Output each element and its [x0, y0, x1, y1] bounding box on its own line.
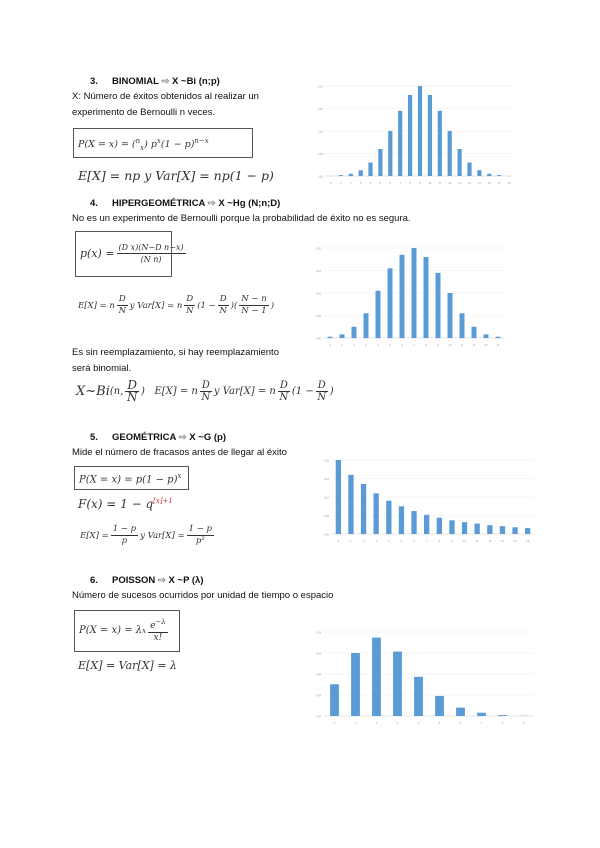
chart-bar — [351, 653, 360, 716]
chart-bar — [498, 715, 507, 716]
chart-bar — [336, 460, 341, 534]
x-tick-label: 4 — [369, 182, 372, 185]
chart-bar — [437, 518, 442, 534]
chart-bar — [487, 525, 492, 534]
x-tick-label: 12 — [488, 540, 492, 543]
chart-bar — [477, 713, 486, 716]
chart-bar — [339, 175, 343, 176]
x-tick-label: 6 — [413, 540, 415, 543]
x-tick-label: 8 — [438, 540, 441, 543]
x-tick-label: 11 — [475, 540, 479, 543]
geometrica-chart — [318, 456, 540, 546]
x-tick-label: 2 — [362, 540, 365, 543]
chart-bar — [328, 337, 333, 338]
x-tick-label: 1 — [340, 182, 342, 185]
chart-bar — [460, 313, 465, 338]
y-tick-label: 0.10 — [317, 130, 323, 134]
x-tick-label: 7 — [413, 344, 415, 347]
x-tick-label: 1 — [350, 540, 352, 543]
chart-bar — [487, 174, 491, 176]
chart-bar — [408, 95, 412, 176]
x-tick-label: 5 — [379, 182, 382, 185]
section-header-poisson: 6. POISSON ⇨ X ~P (λ) — [90, 575, 204, 586]
chart-bar — [364, 313, 369, 338]
x-tick-label: 12 — [448, 182, 452, 185]
chart-bar — [393, 652, 402, 716]
chart-bar — [352, 327, 357, 338]
chart-bar — [412, 248, 417, 338]
x-tick-label: 13 — [458, 182, 462, 185]
expectation-formula: E[X] = n $\frac{D}{N}$ y Var[X] = n $\frac{D}{N}$ (1 − $\frac{D}{N}$ )( $\frac{N - n}{N - 1}$ ) — [78, 294, 275, 316]
x-tick-label: 5 — [400, 540, 403, 543]
y-tick-label: 0.20 — [317, 85, 323, 89]
chart-bar — [448, 131, 452, 176]
chart-bar — [512, 527, 517, 534]
chart-bar — [418, 86, 422, 176]
y-tick-label: 0.10 — [323, 496, 329, 500]
y-tick-label: 0.20 — [315, 247, 321, 251]
chart-bar — [525, 528, 530, 534]
chart-bar — [388, 268, 393, 338]
pmf-formula: $P(X = x) = p(1 - p)^x$ — [79, 472, 182, 486]
chart-bar — [467, 163, 471, 177]
x-tick-label: 4 — [388, 540, 390, 543]
chart-bar — [372, 638, 381, 716]
y-tick-label: 0.05 — [317, 153, 323, 156]
x-tick-label: 7 — [480, 722, 483, 725]
x-tick-label: 0 — [333, 722, 336, 725]
chart-bar — [458, 149, 462, 176]
section-header-binomial: 3. BINOMIAL ⇨ X ~Bi (n;p) — [90, 76, 220, 87]
chart-bar — [435, 696, 444, 716]
chart-bar — [448, 293, 453, 338]
x-tick-label: 4 — [377, 344, 379, 347]
chart-bar — [359, 170, 363, 176]
x-tick-label: 1 — [354, 722, 357, 725]
x-tick-label: 5 — [389, 344, 391, 347]
x-tick-label: 9 — [437, 344, 439, 347]
x-tick-label: 17 — [497, 182, 501, 185]
y-tick-label: 0.18 — [315, 631, 321, 635]
chart-bar — [477, 170, 481, 176]
chart-bar — [340, 334, 345, 338]
x-tick-label: 14 — [468, 182, 471, 185]
y-tick-label: 0.05 — [323, 515, 329, 518]
x-tick-label: 3 — [396, 722, 399, 725]
section-desc: Mide el número de fracasos antes de llegar al éxito — [72, 447, 287, 458]
y-tick-label: 0.00 — [317, 175, 323, 179]
chart-bar — [386, 501, 391, 534]
chart-bar — [424, 515, 429, 534]
x-tick-label: 11 — [438, 182, 442, 185]
chart-bar — [330, 684, 339, 716]
x-tick-label: 0 — [330, 182, 332, 185]
x-tick-label: 6 — [401, 344, 403, 347]
expectation-formula: E[X] = np y Var[X] = np(1 − p) — [78, 168, 274, 183]
x-tick-label: 8 — [501, 722, 504, 725]
chart-bar — [496, 337, 501, 338]
chart-bar — [484, 334, 489, 338]
formula-box — [74, 610, 180, 652]
x-tick-label: 7 — [399, 182, 401, 185]
y-tick-label: 0.05 — [315, 315, 321, 318]
section-note: Es sin reemplazamiento, si hay reemplazamiento será binomial. — [72, 347, 279, 374]
y-tick-label: 0.00 — [315, 715, 321, 719]
formula-box — [75, 231, 184, 277]
y-tick-label: 0.15 — [315, 270, 321, 273]
section-header-geometrica: 5. GEOMÉTRICA ⇨ X ~G (p) — [90, 432, 226, 443]
expectation-formula: E[X] = $\frac{1 - p}{p}$ y Var[X] = $\frac{1 - p}{\text{p²}}$ — [80, 524, 212, 546]
section-desc: Número de sucesos ocurridos por unidad de tiempo o espacio — [72, 590, 334, 601]
x-tick-label: 2 — [353, 344, 355, 347]
formula-box — [74, 466, 189, 490]
x-tick-label: 15 — [477, 182, 481, 185]
y-tick-label: 0.00 — [315, 337, 321, 341]
chart-bar — [424, 257, 429, 338]
binomial-chart — [312, 82, 520, 188]
x-tick-label: 9 — [522, 722, 525, 725]
chart-bar — [414, 677, 423, 716]
x-tick-label: 11 — [460, 344, 464, 347]
x-tick-label: 10 — [448, 344, 452, 347]
chart-bar — [361, 484, 366, 534]
chart-bar — [475, 524, 480, 534]
y-tick-label: 0.09 — [315, 673, 321, 677]
chart-bar — [374, 493, 379, 534]
x-tick-label: 4 — [417, 722, 420, 725]
chart-bar — [497, 175, 501, 176]
section-header-hipergeometrica: 4. HIPERGEOMÉTRICA ⇨ X ~Hg (N;n;D) — [90, 198, 281, 209]
pmf-formula: P(X = x) = λ x $\frac{e^{-\lambda}}{x!}$ — [79, 618, 166, 643]
y-tick-label: 0.00 — [323, 533, 329, 537]
poisson-chart — [310, 628, 540, 728]
y-tick-label: 0.10 — [315, 292, 321, 296]
x-tick-label: 0 — [329, 344, 331, 347]
chart-bar — [398, 111, 402, 176]
x-tick-label: 13 — [500, 540, 504, 543]
chart-bar — [376, 291, 381, 338]
y-tick-label: 0.14 — [315, 652, 321, 656]
chart-bar — [436, 273, 441, 338]
x-tick-label: 3 — [375, 540, 377, 543]
chart-bar — [388, 131, 392, 176]
x-tick-label: 15 — [526, 540, 530, 543]
y-tick-label: 0.15 — [317, 108, 323, 111]
chart-bar — [472, 327, 477, 338]
section-desc: X: Número de éxitos obtenidos al realizar un experimento de Bernoulli n veces. — [72, 91, 259, 118]
x-tick-label: 16 — [487, 182, 491, 185]
chart-bar — [400, 255, 405, 338]
x-tick-label: 0 — [337, 540, 340, 543]
chart-bar — [349, 174, 353, 176]
x-tick-label: 10 — [428, 182, 432, 185]
x-tick-label: 7 — [425, 540, 428, 543]
x-tick-label: 1 — [341, 344, 343, 347]
chart-bar — [500, 526, 505, 534]
chart-bar — [428, 95, 432, 176]
y-tick-label: 0.04 — [315, 694, 321, 698]
y-tick-label: 0.15 — [323, 478, 329, 481]
x-tick-label: 12 — [472, 344, 476, 347]
x-tick-label: 2 — [375, 722, 378, 725]
x-tick-label: 9 — [419, 182, 421, 185]
y-tick-label: 0.20 — [323, 459, 329, 463]
x-tick-label: 14 — [513, 540, 517, 543]
expectation-formula: E[X] = Var[X] = λ — [78, 659, 177, 672]
hipergeometrica-chart — [310, 244, 510, 350]
section-desc: No es un experimento de Bernoulli porque la probabilidad de éxito no es segura. — [72, 213, 411, 224]
x-tick-label: 8 — [425, 344, 427, 347]
x-tick-label: 3 — [365, 344, 367, 347]
binomial-approx-formula: X~Bi (n, $\frac{D}{N}$ ) E[X] = n $\frac{D}{N}$ y Var[X] = n $\frac{D}{N}$ (1 − $\frac{D}{N}$ ) — [76, 378, 334, 404]
chart-bar — [456, 708, 465, 716]
x-tick-label: 18 — [507, 182, 511, 185]
x-tick-label: 2 — [349, 182, 352, 185]
formula-box — [73, 128, 253, 158]
x-tick-label: 14 — [496, 344, 500, 347]
chart-bar — [462, 522, 467, 534]
x-tick-label: 6 — [389, 182, 392, 185]
x-tick-label: 6 — [459, 722, 462, 725]
chart-bar — [368, 163, 372, 177]
chart-bar — [378, 149, 382, 176]
x-tick-label: 3 — [359, 182, 362, 185]
x-tick-label: 9 — [451, 540, 453, 543]
cdf-formula: $F(x) = 1 - q^{[x]+1}$ — [78, 497, 173, 511]
pmf-formula: P(X = x) = ($^n_x$) $p^x(1 - p)^{n-x}$ — [78, 137, 209, 153]
chart-bar — [399, 506, 404, 534]
chart-bar — [449, 520, 454, 534]
x-tick-label: 13 — [484, 344, 488, 347]
chart-bar — [438, 111, 442, 176]
chart-bar — [411, 511, 416, 534]
pmf-formula: p(x) = $\frac{\text{(D x)(N−D n−x)}}{\text{(N n)}}$ — [80, 243, 184, 264]
x-tick-label: 10 — [463, 540, 467, 543]
x-tick-label: 8 — [409, 182, 411, 185]
chart-bar — [348, 475, 353, 534]
x-tick-label: 5 — [438, 722, 441, 725]
